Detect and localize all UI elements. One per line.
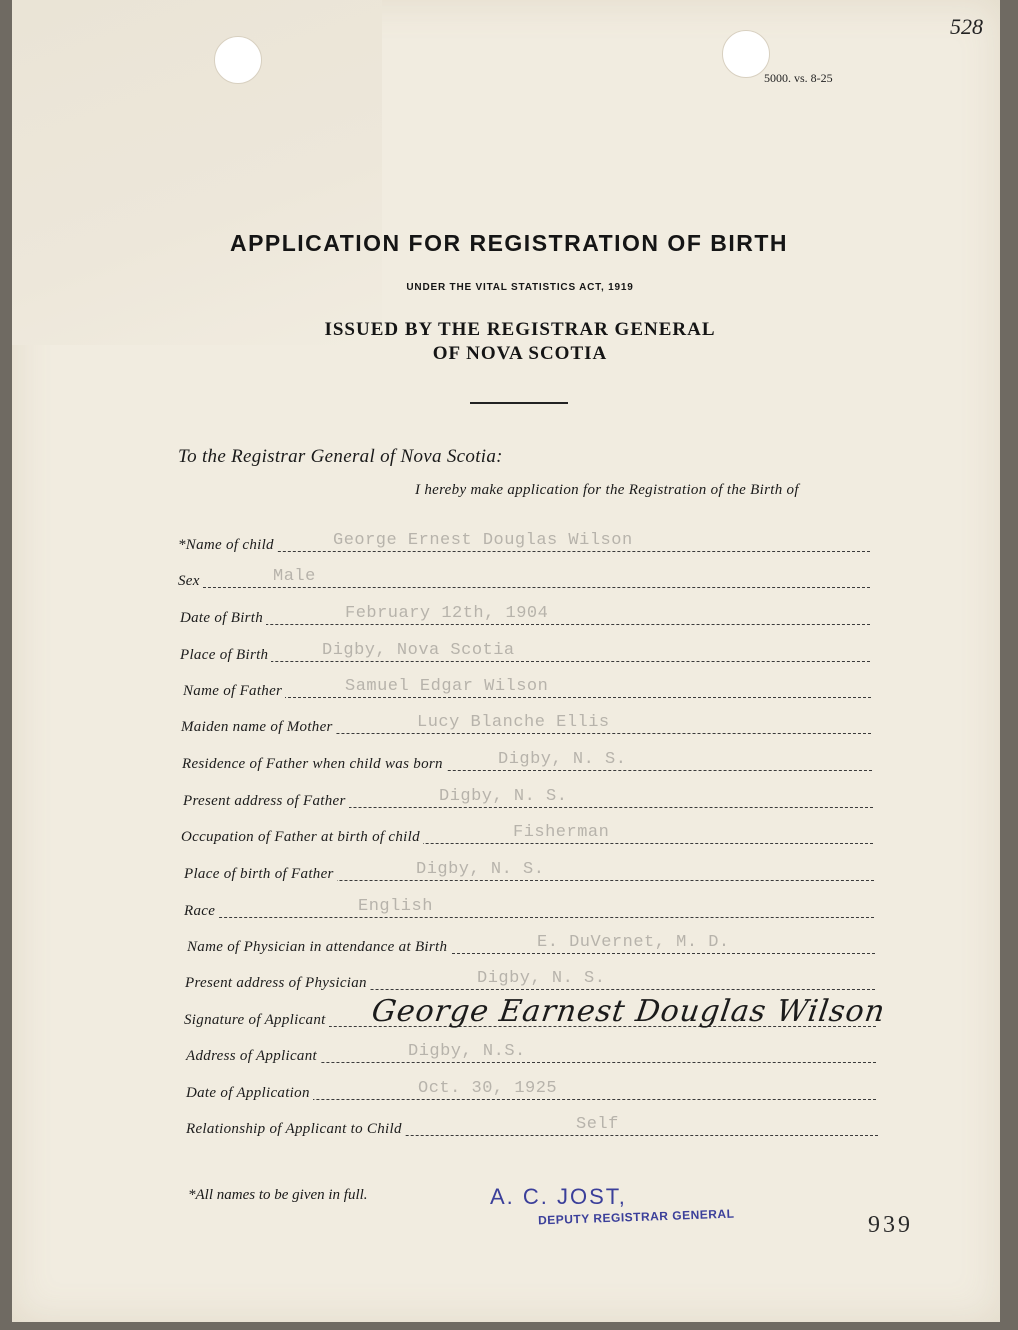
document-title: APPLICATION FOR REGISTRATION OF BIRTH xyxy=(229,230,789,256)
field-value: Digby, Nova Scotia xyxy=(322,641,515,660)
field-label: Date of Birth xyxy=(180,610,266,627)
field-row-occupation-of-father xyxy=(181,824,873,848)
field-row-present-address-of-father xyxy=(183,788,873,812)
stamp-title: DEPUTY REGISTRAR GENERAL xyxy=(537,1206,735,1228)
field-row-physician-address xyxy=(185,970,875,994)
title-divider xyxy=(470,402,568,404)
applicant-signature: George Earnest Douglas Wilson xyxy=(369,994,888,1029)
form-code: 5000. vs. 8-25 xyxy=(764,71,833,85)
field-label: Residence of Father when child was born xyxy=(182,756,446,773)
field-label: Name of Physician in attendance at Birth xyxy=(187,939,450,956)
field-value: E. DuVernet, M. D. xyxy=(537,933,730,952)
field-label: Signature of Applicant xyxy=(184,1012,329,1029)
folded-corner xyxy=(12,0,382,345)
issued-by xyxy=(0,318,1018,366)
field-label: Present address of Physician xyxy=(185,975,370,992)
field-value: Oct. 30, 1925 xyxy=(418,1079,558,1098)
field-row-place-of-birth xyxy=(180,642,870,666)
field-row-date-of-application xyxy=(186,1080,876,1104)
field-value: Digby, N. S. xyxy=(416,860,545,879)
field-value: English xyxy=(358,897,433,916)
footnote: *All names to be given in full. xyxy=(188,1187,368,1203)
field-label: Relationship of Applicant to Child xyxy=(186,1121,405,1138)
field-value: Fisherman xyxy=(513,823,610,842)
corner-number: 528 xyxy=(950,14,983,39)
field-row-race xyxy=(184,898,874,922)
field-row-name-of-father xyxy=(183,678,871,702)
salutation: To the Registrar General of Nova Scotia: xyxy=(178,446,503,467)
field-row-address-of-applicant xyxy=(186,1043,876,1067)
field-label: Place of birth of Father xyxy=(184,866,337,883)
field-value: Digby, N. S. xyxy=(498,750,627,769)
field-value: Self xyxy=(576,1115,619,1134)
field-value: Samuel Edgar Wilson xyxy=(345,677,549,696)
field-label: *Name of child xyxy=(178,537,277,554)
field-row-sex xyxy=(178,568,870,592)
field-row-residence-of-father xyxy=(182,751,872,775)
record-number: 939 xyxy=(868,1212,913,1238)
field-label: Place of Birth xyxy=(180,647,271,664)
field-label: Race xyxy=(184,903,218,920)
intro-text: I hereby make application for the Registration of the Birth of xyxy=(415,482,799,498)
field-row-date-of-birth xyxy=(180,605,870,629)
field-label: Present address of Father xyxy=(183,793,349,810)
stamp-name: A. C. JOST, xyxy=(490,1184,627,1209)
field-value: Digby, N. S. xyxy=(477,969,606,988)
issued-line-1: ISSUED BY THE REGISTRAR GENERAL xyxy=(324,319,716,340)
field-value: Male xyxy=(273,567,316,586)
field-row-maiden-name-of-mother xyxy=(181,714,871,738)
field-label: Sex xyxy=(178,573,203,590)
field-value: George Ernest Douglas Wilson xyxy=(333,531,633,550)
field-label: Maiden name of Mother xyxy=(181,719,336,736)
field-row-relationship xyxy=(186,1116,878,1140)
punch-hole-right xyxy=(722,30,770,78)
issued-line-2: OF NOVA SCOTIA xyxy=(432,343,608,364)
field-label: Name of Father xyxy=(183,683,285,700)
field-value: Digby, N.S. xyxy=(408,1042,526,1061)
field-row-place-of-birth-of-father xyxy=(184,861,874,885)
punch-hole-left xyxy=(214,36,262,84)
document-subtitle: UNDER THE VITAL STATISTICS ACT, 1919 xyxy=(406,282,634,293)
field-label: Address of Applicant xyxy=(186,1048,320,1065)
field-label: Occupation of Father at birth of child xyxy=(181,829,423,846)
field-value: Digby, N. S. xyxy=(439,787,568,806)
field-label: Date of Application xyxy=(186,1085,313,1102)
field-row-name-of-child xyxy=(178,532,870,556)
field-row-physician-name xyxy=(187,934,875,958)
field-value: Lucy Blanche Ellis xyxy=(417,713,610,732)
field-value: February 12th, 1904 xyxy=(345,604,549,623)
